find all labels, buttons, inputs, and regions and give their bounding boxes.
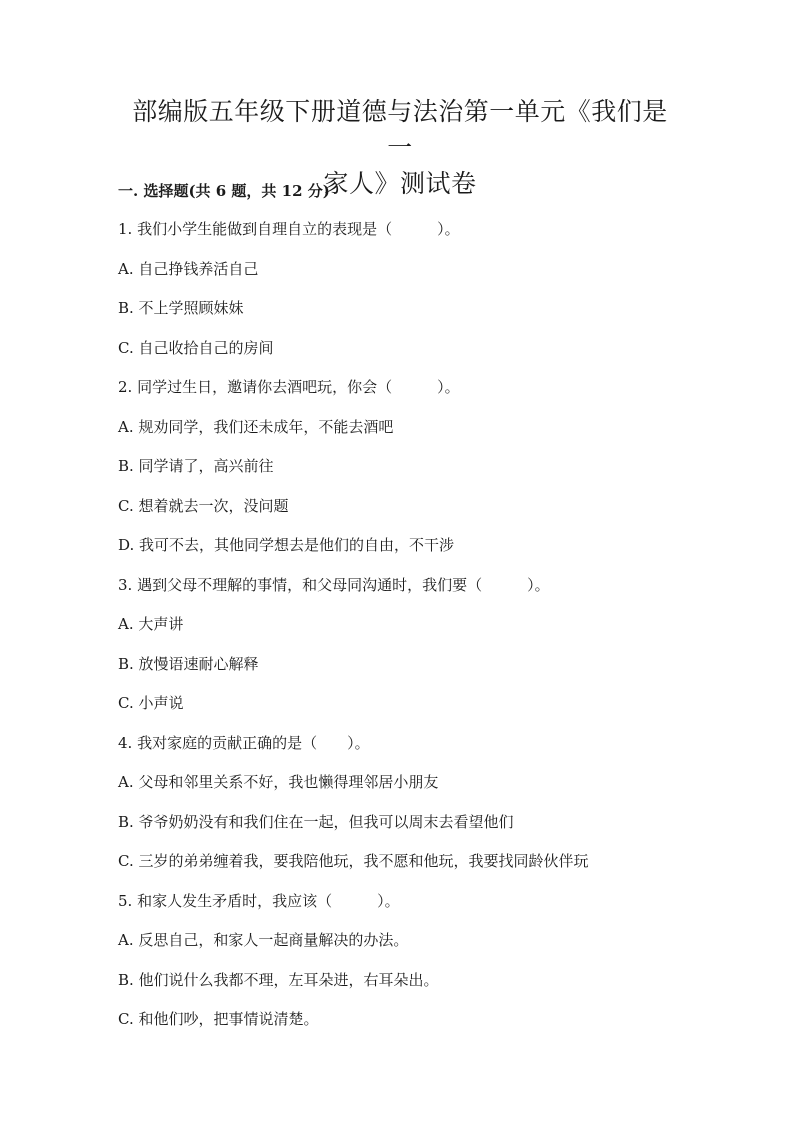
question-2-stem: 2. 同学过生日，邀请你去酒吧玩，你会（ ）。 bbox=[118, 378, 460, 396]
section-heading: 一. 选择题(共 6 题，共 12 分) bbox=[118, 182, 330, 200]
question-1-option-c: C. 自己收拾自己的房间 bbox=[118, 339, 274, 357]
question-5-option-b: B. 他们说什么我都不理，左耳朵进，右耳朵出。 bbox=[118, 971, 439, 989]
question-3-option-b: B. 放慢语速耐心解释 bbox=[118, 655, 259, 673]
title-line-1: 部编版五年级下册道德与法治第一单元《我们是一 bbox=[132, 97, 668, 162]
question-5-stem: 5. 和家人发生矛盾时，我应该（ ）。 bbox=[118, 892, 400, 910]
question-2-option-c: C. 想着就去一次，没问题 bbox=[118, 497, 289, 515]
question-4-stem: 4. 我对家庭的贡献正确的是（ ）。 bbox=[118, 734, 370, 752]
question-4-option-b: B. 爷爷奶奶没有和我们住在一起，但我可以周末去看望他们 bbox=[118, 813, 514, 831]
question-3-option-a: A. 大声讲 bbox=[118, 615, 184, 633]
question-5-option-c: C. 和他们吵，把事情说清楚。 bbox=[118, 1010, 319, 1028]
question-2-option-a: A. 规劝同学，我们还未成年，不能去酒吧 bbox=[118, 418, 394, 436]
question-4-option-c: C. 三岁的弟弟缠着我，要我陪他玩，我不愿和他玩，我要找同龄伙伴玩 bbox=[118, 852, 589, 870]
question-1-stem: 1. 我们小学生能做到自理自立的表现是（ ）。 bbox=[118, 220, 460, 238]
question-1-option-a: A. 自己挣钱养活自己 bbox=[118, 260, 259, 278]
question-2-option-d: D. 我可不去，其他同学想去是他们的自由，不干涉 bbox=[118, 536, 455, 554]
question-5-option-a: A. 反思自己，和家人一起商量解决的办法。 bbox=[118, 931, 409, 949]
question-2-option-b: B. 同学请了，高兴前往 bbox=[118, 457, 274, 475]
question-3-stem: 3. 遇到父母不理解的事情，和父母同沟通时，我们要（ ）。 bbox=[118, 576, 550, 594]
question-3-option-c: C. 小声说 bbox=[118, 694, 184, 712]
question-4-option-a: A. 父母和邻里关系不好，我也懒得理邻居小朋友 bbox=[118, 773, 439, 791]
question-1-option-b: B. 不上学照顾妹妹 bbox=[118, 299, 244, 317]
title-line-2: 家人》测试卷 bbox=[323, 169, 477, 198]
